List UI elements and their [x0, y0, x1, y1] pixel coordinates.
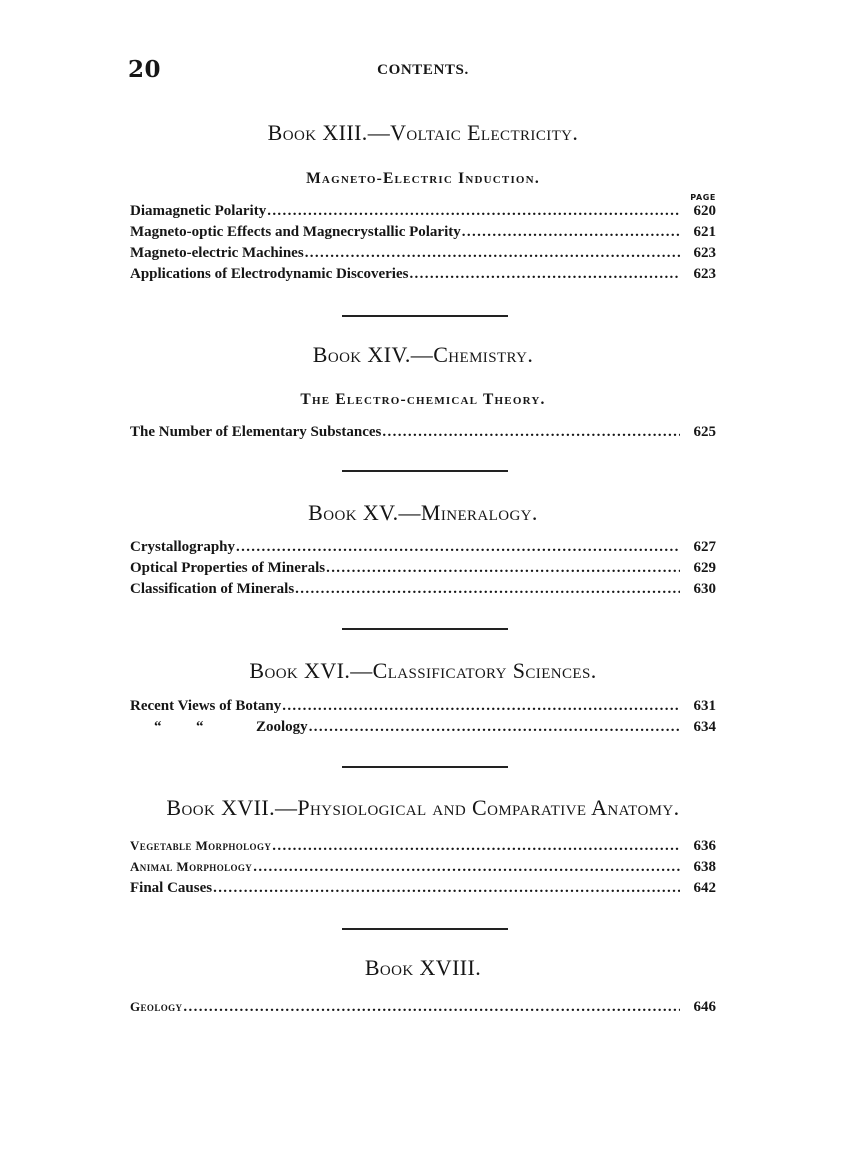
entry-page: 636 — [693, 838, 716, 854]
toc-entry — [130, 880, 716, 901]
book-heading-xiv: Book XIV.—Chemistry. — [312, 342, 534, 367]
entries-book-xiii — [130, 203, 716, 287]
entry-title: Geology — [130, 999, 183, 1014]
entry-title: Magneto-optic Effects and Magnecrystallic Polarity — [130, 224, 461, 240]
entry-title: Final Causes — [130, 880, 213, 896]
dot-leader — [267, 203, 680, 220]
running-title: CONTENTS. — [377, 62, 469, 78]
entry-page: 629 — [693, 560, 716, 576]
toc-entry — [130, 203, 716, 224]
entry-page: 623 — [693, 266, 716, 282]
toc-entry — [130, 245, 716, 266]
entry-title: Diamagnetic Polarity — [130, 203, 267, 219]
toc-entry — [130, 581, 716, 602]
dot-leader — [305, 245, 680, 262]
toc-entry — [130, 266, 716, 287]
dot-leader — [253, 859, 680, 876]
entry-title: Magneto-electric Machines — [130, 245, 304, 261]
ditto-mark: “ — [154, 719, 162, 735]
section-divider — [342, 470, 508, 472]
book-heading-xv: Book XV.—Mineralogy. — [308, 500, 538, 525]
entry-page: 631 — [693, 698, 716, 714]
entry-title: The Number of Elementary Substances — [130, 424, 382, 440]
entry-page: 623 — [693, 245, 716, 261]
entry-title: Optical Properties of Minerals — [130, 560, 326, 576]
entries-book-xvi — [130, 698, 716, 740]
ditto-marks — [130, 719, 256, 736]
dot-leader — [272, 838, 680, 855]
entry-page: 620 — [693, 203, 716, 219]
book-heading-xviii: Book XVIII. — [364, 955, 482, 980]
subheading-magneto-electric-induction: Magneto-Electric Induction. — [306, 170, 540, 187]
dot-leader — [295, 581, 680, 598]
toc-entry — [130, 698, 716, 719]
dot-leader — [326, 560, 680, 577]
toc-entry — [130, 719, 716, 740]
entry-page: 630 — [693, 581, 716, 597]
toc-entry — [130, 224, 716, 245]
toc-entry — [130, 859, 716, 880]
dot-leader — [213, 880, 680, 897]
section-divider — [342, 766, 508, 768]
page-column-label: PAGE — [690, 193, 716, 202]
book-heading-xiii: Book XIII.—Voltaic Electricity. — [267, 120, 579, 145]
entry-title: Applications of Electrodynamic Discoveries — [130, 266, 409, 282]
entry-title: Crystallography — [130, 539, 235, 555]
toc-entry — [130, 539, 716, 560]
entry-page: 646 — [693, 999, 716, 1015]
dot-leader — [282, 698, 680, 715]
book-heading-xvi: Book XVI.—Classificatory Sciences. — [249, 658, 597, 683]
section-divider — [342, 628, 508, 630]
entries-book-xv — [130, 539, 716, 602]
entry-title: Animal Morphology — [130, 859, 253, 874]
toc-entry — [130, 838, 716, 859]
dot-leader — [409, 266, 680, 283]
dot-leader — [236, 539, 680, 556]
entry-title: Zoology — [256, 719, 308, 735]
section-divider — [342, 315, 508, 317]
entry-title: Classification of Minerals — [130, 581, 295, 597]
book-heading-xvii: Book XVII.—Physiological and Comparative Anatomy. — [166, 795, 680, 820]
dot-leader — [382, 424, 680, 441]
entry-page: 642 — [693, 880, 716, 896]
entries-book-xiv — [130, 424, 716, 445]
dot-leader — [183, 999, 680, 1016]
dot-leader — [462, 224, 680, 241]
entries-book-xviii — [130, 999, 716, 1020]
entry-page: 621 — [693, 224, 716, 240]
page-number: 20 — [128, 56, 162, 83]
entry-page: 627 — [693, 539, 716, 555]
toc-entry — [130, 424, 716, 445]
subheading-electro-chemical-theory: The Electro-chemical Theory. — [300, 391, 546, 408]
entry-title-ditto — [130, 719, 308, 736]
entries-book-xvii — [130, 838, 716, 901]
running-head — [128, 56, 718, 86]
section-divider — [342, 928, 508, 930]
entry-page: 634 — [693, 719, 716, 735]
dot-leader — [309, 719, 680, 736]
toc-entry — [130, 999, 716, 1020]
entry-page: 638 — [693, 859, 716, 875]
entry-page: 625 — [693, 424, 716, 440]
ditto-mark: “ — [196, 719, 204, 735]
toc-entry — [130, 560, 716, 581]
entry-title: Vegetable Morphology — [130, 838, 272, 853]
entry-title: Recent Views of Botany — [130, 698, 282, 714]
